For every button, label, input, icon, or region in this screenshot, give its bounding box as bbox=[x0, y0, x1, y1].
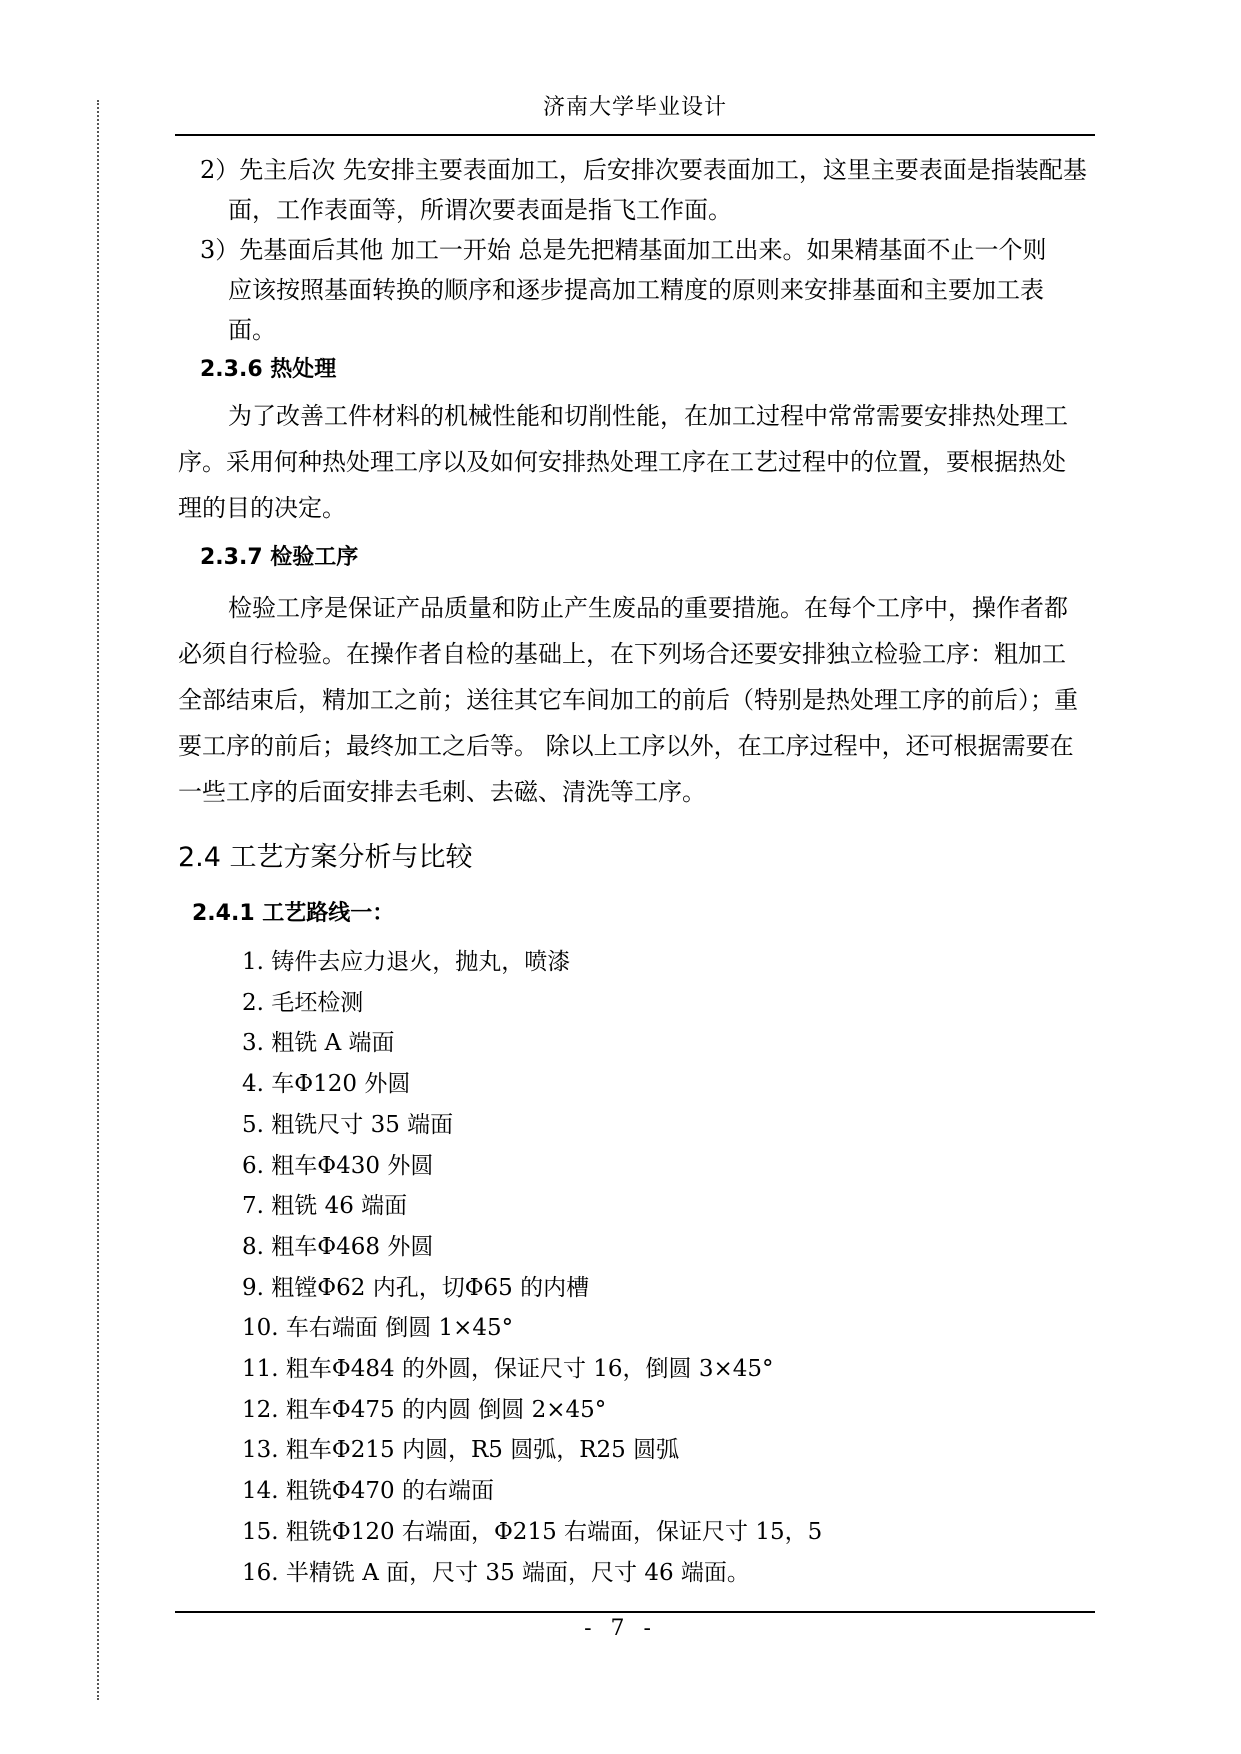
paragraph-line: 理的目的决定。 bbox=[178, 494, 346, 522]
paragraph-line: 全部结束后，精加工之前；送往其它车间加工的前后（特别是热处理工序的前后）；重 bbox=[178, 686, 1078, 714]
section-heading-2-4-1: 2.4.1 工艺路线一： bbox=[192, 901, 395, 926]
paragraph-line: 必须自行检验。在操作者自检的基础上，在下列场合还要安排独立检验工序：粗加工 bbox=[178, 640, 1066, 668]
list-item: 3. 粗铣 A 端面 bbox=[242, 1030, 395, 1057]
section-heading-2-3-7: 2.3.7 检验工序 bbox=[200, 545, 359, 570]
binding-margin-line bbox=[97, 100, 99, 1700]
list-item: 14. 粗铣Φ470 的右端面 bbox=[242, 1478, 494, 1505]
list-item: 2. 毛坯检测 bbox=[242, 989, 364, 1016]
footer-rule bbox=[175, 1611, 1095, 1613]
paragraph-line: 面，工作表面等，所谓次要表面是指飞工作面。 bbox=[228, 196, 732, 224]
section-heading-2-3-6: 2.3.6 热处理 bbox=[200, 357, 337, 382]
list-item: 7. 粗铣 46 端面 bbox=[242, 1193, 408, 1220]
list-item: 15. 粗铣Φ120 右端面，Φ215 右端面，保证尺寸 15，5 bbox=[242, 1518, 823, 1545]
header-title: 济南大学毕业设计 bbox=[542, 95, 727, 120]
list-item: 8. 粗车Φ468 外圆 bbox=[242, 1233, 434, 1260]
list-item: 11. 粗车Φ484 的外圆，保证尺寸 16，倒圆 3×45° bbox=[242, 1356, 774, 1383]
list-item: 12. 粗车Φ475 的内圆 倒圆 2×45° bbox=[242, 1396, 607, 1423]
list-item: 1. 铸件去应力退火，抛丸，喷漆 bbox=[242, 949, 571, 975]
list-item: 4. 车Φ120 外圆 bbox=[242, 1071, 411, 1098]
list-item: 5. 粗铣尺寸 35 端面 bbox=[242, 1111, 454, 1138]
paragraph-line: 为了改善工件材料的机械性能和切削性能，在加工过程中常常需要安排热处理工 bbox=[228, 402, 1068, 430]
paragraph-line: 一些工序的后面安排去毛刺、去磁、清洗等工序。 bbox=[178, 778, 706, 806]
page-header bbox=[175, 88, 1095, 136]
list-item: 9. 粗镗Φ62 内孔，切Φ65 的内槽 bbox=[242, 1274, 590, 1301]
paragraph-line: 序。采用何种热处理工序以及如何安排热处理工序在工艺过程中的位置，要根据热处 bbox=[178, 448, 1066, 476]
list-item: 6. 粗车Φ430 外圆 bbox=[242, 1152, 434, 1179]
list-item: 16. 半精铣 A 面，尺寸 35 端面，尺寸 46 端面。 bbox=[242, 1559, 750, 1586]
paragraph-line: 应该按照基面转换的顺序和逐步提高加工精度的原则来安排基面和主要加工表 bbox=[228, 276, 1044, 304]
paragraph-line: 要工序的前后；最终加工之后等。 除以上工序以外，在工序过程中，还可根据需要在 bbox=[178, 732, 1074, 760]
list-item: 10. 车右端面 倒圆 1×45° bbox=[242, 1315, 514, 1342]
paragraph-line: 面。 bbox=[228, 316, 276, 344]
page-number: - 7 - bbox=[584, 1616, 657, 1641]
process-route-list bbox=[242, 942, 822, 1593]
list-item: 13. 粗车Φ215 内圆，R5 圆弧，R25 圆弧 bbox=[242, 1437, 680, 1464]
paragraph-line: 3）先基面后其他 加工一开始 总是先把精基面加工出来。如果精基面不止一个则 bbox=[200, 236, 1047, 264]
section-heading-2-4: 2.4 工艺方案分析与比较 bbox=[178, 842, 473, 873]
paragraph-line: 2）先主后次 先安排主要表面加工，后安排次要表面加工，这里主要表面是指装配基 bbox=[200, 156, 1087, 184]
paragraph-line: 检验工序是保证产品质量和防止产生废品的重要措施。在每个工序中，操作者都 bbox=[228, 594, 1068, 622]
